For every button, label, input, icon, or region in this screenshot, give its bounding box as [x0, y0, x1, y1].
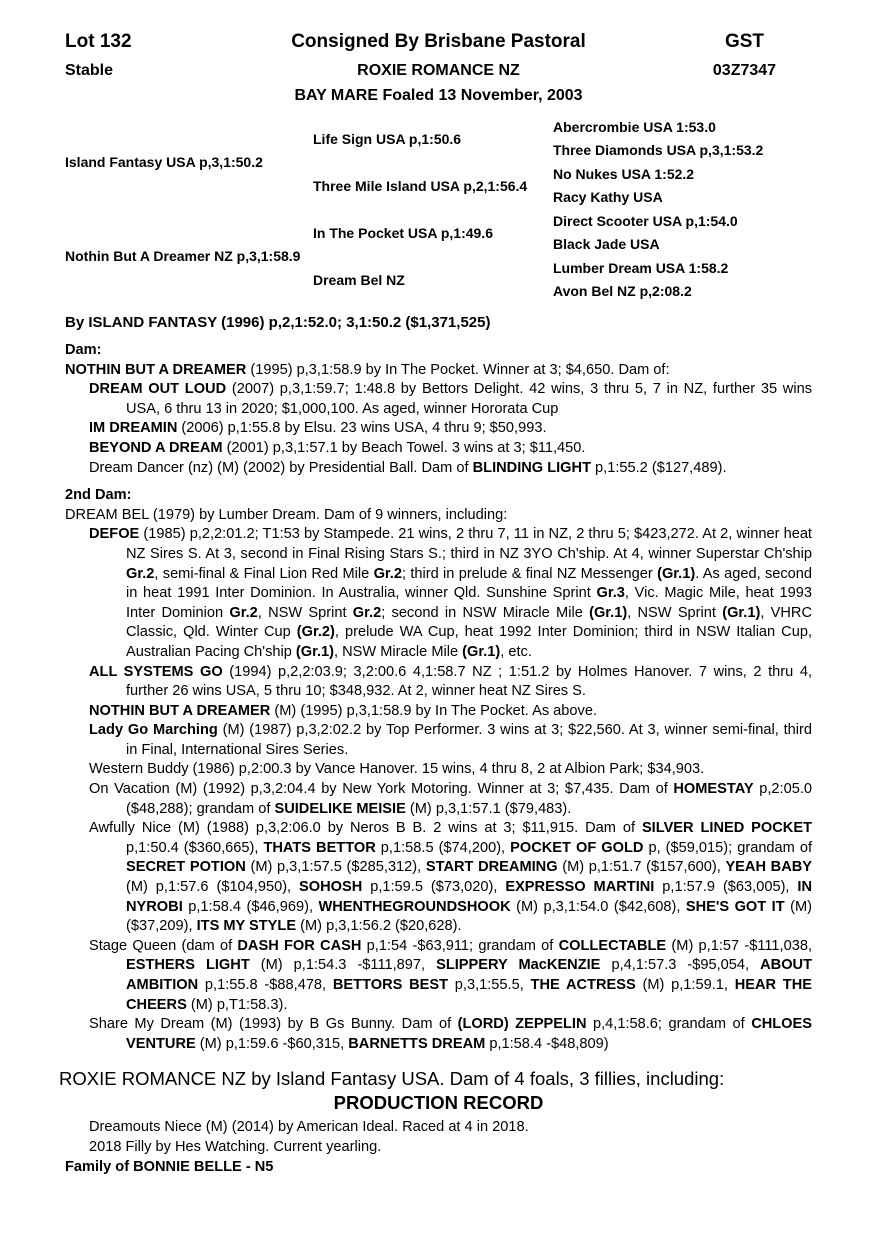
pedigree-entry: Lumber Dream USA 1:58.2 [553, 259, 729, 276]
second-dam-paragraph: NOTHIN BUT A DREAMER (M) (1995) p,3,1:58.9 by In The Pocket. As above. [89, 702, 597, 719]
production-entry: 2018 Filly by Hes Watching. Current yearling. [89, 1138, 382, 1155]
pedigree-entry: Three Mile Island USA p,2,1:56.4 [313, 177, 528, 194]
second-dam-paragraph: Stage Queen (dam of DASH FOR CASH p,1:54 -$63,911; grandam of COLLECTABLE (M) p,1:57 -$111,038, ESTHERS LIGHT (M) p,1:54.3 -$111,897, SLIPPERY MacKENZIE p,4,1:57.3 -$95,054, ABOUT AMBITION p,1:55.8 -$88,478, BETTORS BEST p,3,1:55.5, THE ACTRESS (M) p,1:59.1, HEAR THE CHEERS (M) p,T1:58.3). [89, 937, 812, 1013]
second-dam-paragraph: Share My Dream (M) (1993) by B Gs Bunny. Dam of (LORD) ZEPPELIN p,4,1:58.6; grandam of CHLOES VENTURE (M) p,1:59.6 -$60,315, BARNETTS DREAM p,1:58.4 -$48,809) [89, 1016, 812, 1052]
pedigree-entry: Three Diamonds USA p,3,1:53.2 [553, 142, 764, 159]
dam-paragraph: IM DREAMIN (2006) p,1:55.8 by Elsu. 23 wins USA, 4 thru 9; $50,993. [89, 420, 547, 437]
pedigree-table [65, 115, 812, 303]
second-dam-paragraph: ALL SYSTEMS GO (1994) p,2,2:03.9; 3,2:00.6 4,1:58.7 NZ ; 1:51.2 by Holmes Hanover. 7 wins, 2 thru 4, further 26 wins USA, 5 thru 10; $348,932. At 2, winner heat NZ Sires S. [89, 663, 812, 700]
registration-number: 03Z7347 [712, 62, 777, 79]
second-dam-paragraph: Western Buddy (1986) p,2:00.3 by Vance Hanover. 15 wins, 4 thru 8, 2 at Albion Park; $34,903. [89, 761, 705, 778]
header-row-3 [65, 85, 812, 107]
consignor-name: Consigned By Brisbane Pastoral [291, 31, 586, 52]
pedigree-entry: Racy Kathy USA [553, 189, 663, 206]
dam-section [65, 341, 812, 478]
second-dam-paragraph: Lady Go Marching (M) (1987) p,3,2:02.2 by Top Performer. 3 wins at 3; $22,560. At 3, winner semi-final, third in Final, International Sires Series. [89, 722, 812, 758]
horse-name: ROXIE ROMANCE NZ [357, 62, 520, 79]
dam-paragraph: BEYOND A DREAM (2001) p,3,1:57.1 by Beach Towel. 3 wins at 3; $11,450. [89, 439, 586, 456]
dam-paragraph: Dream Dancer (nz) (M) (2002) by Presidential Ball. Dam of BLINDING LIGHT p,1:55.2 ($127,489). [89, 459, 727, 476]
pedigree-entry: No Nukes USA 1:52.2 [553, 165, 695, 182]
pedigree-generation-1 [65, 115, 313, 303]
dam-paragraph: DREAM OUT LOUD (2007) p,3,1:59.7; 1:48.8 by Bettors Delight. 42 wins, 3 thru 5, 7 in NZ, further 35 wins USA, 6 thru 13 in 2020; $1,000,100. As aged, winner Hororata Cup [89, 381, 812, 417]
second-dam-heading: 2nd Dam: [65, 487, 132, 504]
dam-paragraph: NOTHIN BUT A DREAMER (1995) p,3,1:58.9 by In The Pocket. Winner at 3; $4,650. Dam of: [65, 361, 670, 378]
stable-label: Stable [65, 62, 114, 79]
pedigree-entry: Black Jade USA [553, 236, 660, 253]
lot-number: Lot 132 [65, 31, 132, 52]
second-dam-section [65, 486, 812, 1054]
dam-paragraphs [65, 361, 812, 479]
gst-label: GST [724, 31, 765, 52]
pedigree-entry: In The Pocket USA p,1:49.6 [313, 224, 493, 241]
foaling-info: BAY MARE Foaled 13 November, 2003 [294, 87, 583, 104]
page-header [65, 30, 812, 107]
production-section [59, 1067, 812, 1177]
production-intro: ROXIE ROMANCE NZ by Island Fantasy USA. Dam of 4 foals, 3 fillies, including: [59, 1068, 725, 1090]
pedigree-generation-3 [553, 115, 812, 303]
second-dam-paragraph: DREAM BEL (1979) by Lumber Dream. Dam of 9 winners, including: [65, 506, 508, 523]
header-row-1 [65, 30, 812, 60]
second-dam-paragraph: On Vacation (M) (1992) p,3,2:04.4 by New York Motoring. Winner at 3; $7,435. Dam of HOMESTAY p,2:05.0 ($48,288); grandam of SUIDELIKE MEISIE (M) p,3,1:57.1 ($79,483). [89, 781, 812, 817]
second-dam-paragraph: DEFOE (1985) p,2,2:01.2; T1:53 by Stampede. 21 wins, 2 thru 7, 11 in NZ, 2 thru 5; $423,272. At 2, winner heat NZ Sires S. At 3, second in Final Rising Stars S.; third in NZ 3YO Ch'ship. At 4, winner Superstar Ch'ship Gr.2, semi-final & Final Lion Red Mile Gr.2; third in prelude & final NZ Messenger (Gr.1). As aged, second in heat 1991 Inter Dominion. In Australia, winner Qld. Sunshine Sprint Gr.3, Vic. Magic Mile, heat 1993 Inter Dominion Gr.2, NSW Sprint Gr.2; second in NSW Miracle Mile (Gr.1), NSW Sprint (Gr.1), VHRC Classic, Qld. Winter Cup (Gr.2), prelude WA Cup, heat 1992 Inter Dominion; third in NSW Italian Cup, Australian Pacing Ch'ship (Gr.1), NSW Miracle Mile (Gr.1), etc. [89, 526, 813, 660]
production-heading: PRODUCTION RECORD [333, 1092, 544, 1114]
sire-line: By ISLAND FANTASY (1996) p,2,1:52.0; 3,1:50.2 ($1,371,525) [65, 314, 491, 331]
pedigree-entry: Nothin But A Dreamer NZ p,3,1:58.9 [65, 248, 301, 264]
pedigree-entry: Life Sign USA p,1:50.6 [313, 130, 462, 147]
dam-heading: Dam: [65, 342, 102, 358]
production-entry: Dreamouts Niece (M) (2014) by American Ideal. Raced at 4 in 2018. [89, 1119, 529, 1136]
pedigree-generation-2 [313, 115, 553, 303]
family-line: Family of BONNIE BELLE - N5 [65, 1158, 274, 1175]
pedigree-entry: Avon Bel NZ p,2:08.2 [553, 283, 692, 300]
pedigree-entry: Dream Bel NZ [313, 271, 405, 288]
production-entries [65, 1118, 812, 1157]
header-row-2 [65, 60, 812, 85]
second-dam-paragraphs [65, 506, 812, 1055]
second-dam-paragraph: Awfully Nice (M) (1988) p,3,2:06.0 by Neros B B. 2 wins at 3; $11,915. Dam of SILVER LINED POCKET p,1:50.4 ($360,665), THATS BETTOR p,1:58.5 ($74,200), POCKET OF GOLD p, ($59,015); grandam of SECRET POTION (M) p,3,1:57.5 ($285,312), START DREAMING (M) p,1:51.7 ($157,600), YEAH BABY (M) p,1:57.6 ($104,950), SOHOSH p,1:59.5 ($73,020), EXPRESSO MARTINI p,1:57.9 ($63,005), IN NYROBI p,1:58.4 ($46,969), WHENTHEGROUNDSHOOK (M) p,3,1:54.0 ($42,608), SHE'S GOT IT (M) ($37,209), ITS MY STYLE (M) p,3,1:56.2 ($20,628). [89, 820, 813, 935]
pedigree-entry: Abercrombie USA 1:53.0 [553, 118, 716, 135]
pedigree-entry: Direct Scooter USA p,1:54.0 [553, 212, 738, 229]
pedigree-entry: Island Fantasy USA p,3,1:50.2 [65, 154, 263, 170]
